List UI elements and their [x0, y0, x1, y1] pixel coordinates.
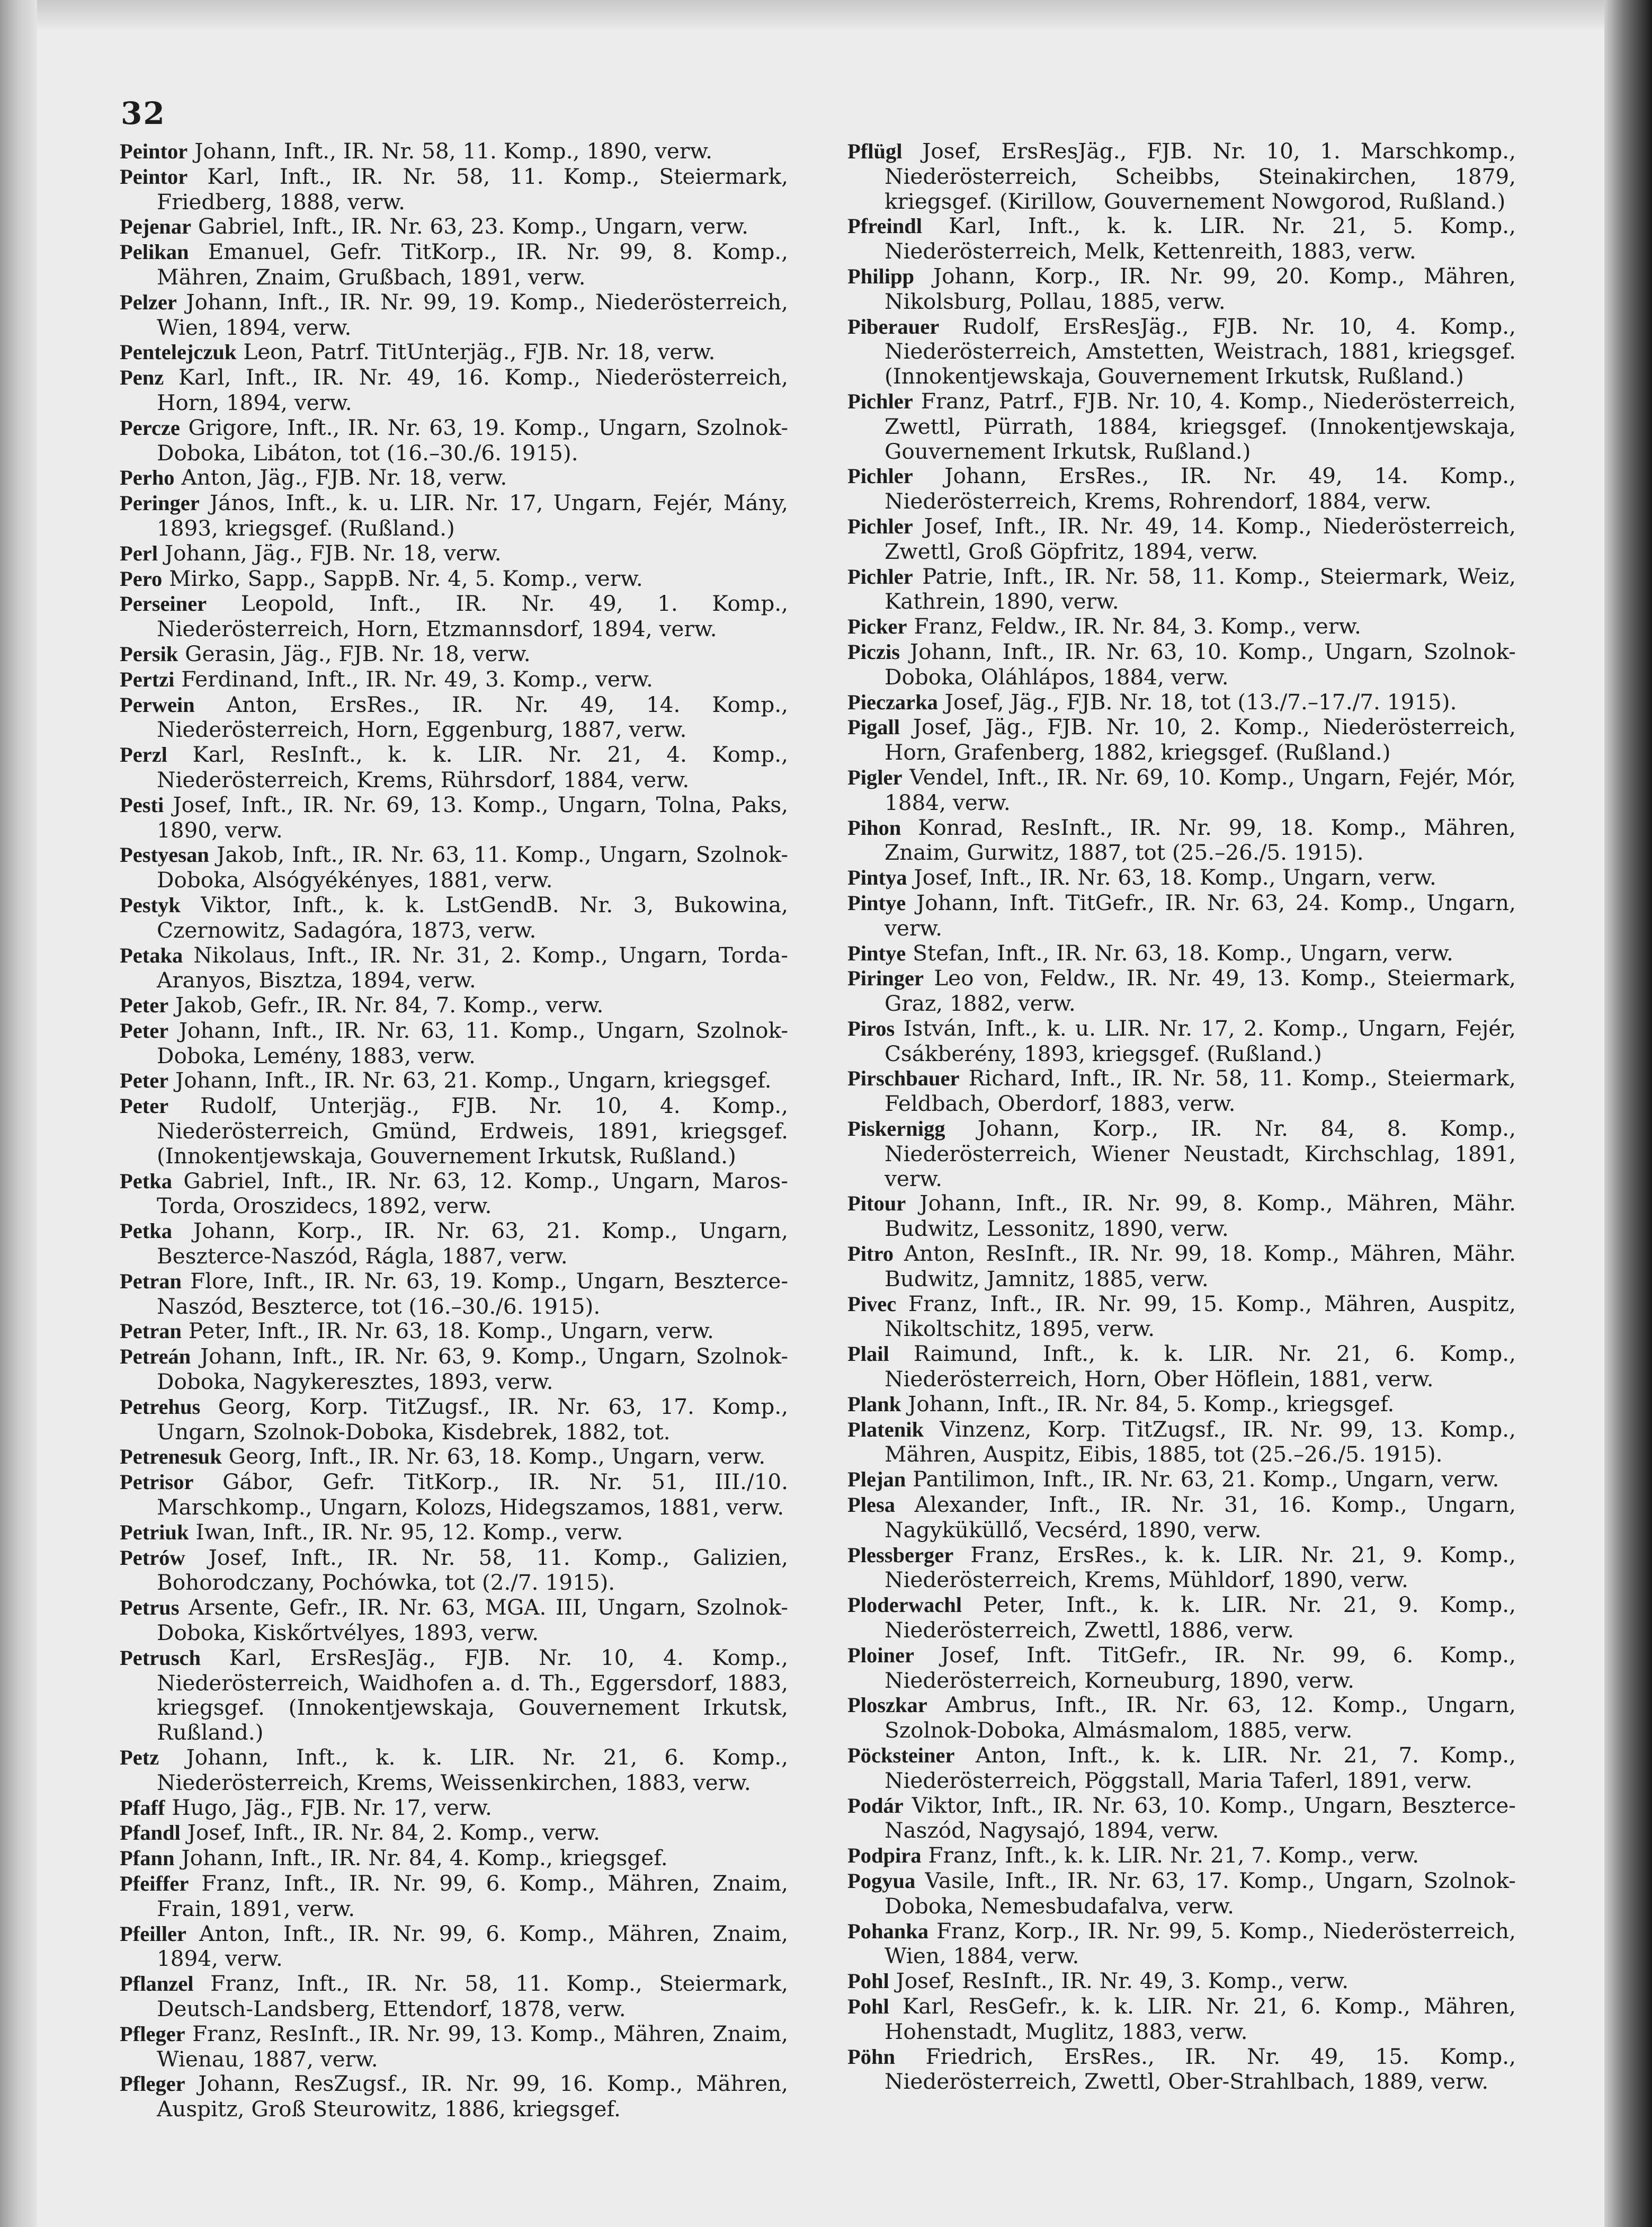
list-entry — [847, 314, 1516, 389]
entry-details: Johann, Jäg., FJB. Nr. 18, verw. — [164, 540, 502, 566]
left-column — [120, 139, 788, 2122]
entry-details: Vendel, Inft., IR. Nr. 69, 10. Komp., Ungarn, Fejér, Mór, 1884, verw. — [885, 764, 1516, 815]
entry-surname: Ploderwachl — [847, 1593, 962, 1617]
entry-details: Pantilimon, Inft., IR. Nr. 63, 21. Komp., Ungarn, verw. — [913, 1466, 1499, 1492]
entry-surname: Podár — [847, 1793, 904, 1818]
entry-details: Karl, ResInft., k. k. LIR. Nr. 21, 4. Komp., Niederösterreich, Krems, Rührsdorf, 1884, verw. — [157, 742, 788, 792]
entry-surname: Pitour — [847, 1191, 906, 1216]
entry-details: Vinzenz, Korp. TitZugsf., IR. Nr. 99, 13. Komp., Mähren, Auspitz, Eibis, 1885, tot (25.–26./5. 1915). — [885, 1416, 1516, 1467]
entry-surname: Perzl — [120, 743, 167, 767]
entry-surname: Pfeiffer — [120, 1871, 189, 1895]
list-entry — [847, 213, 1516, 264]
entry-surname: Pflanzel — [120, 1972, 194, 1996]
list-entry — [120, 1846, 788, 1871]
entry-surname: Perwein — [120, 692, 195, 717]
list-entry — [847, 1116, 1516, 1191]
list-entry — [120, 742, 788, 792]
entry-surname: Petrisor — [120, 1470, 194, 1494]
entry-surname: Pfann — [120, 1846, 175, 1870]
entry-surname: Pfeiller — [120, 1921, 186, 1946]
list-entry — [847, 1016, 1516, 1066]
list-entry — [120, 2071, 788, 2122]
entry-details: Jakob, Gefr., IR. Nr. 84, 7. Komp., verw. — [175, 992, 604, 1018]
list-entry — [120, 1218, 788, 1269]
entry-surname: Peter — [120, 1068, 169, 1093]
entry-details: Anton, Jäg., FJB. Nr. 18, verw. — [181, 465, 507, 491]
entry-details: Gábor, Gefr. TitKorp., IR. Nr. 51, III./10. Marschkomp., Ungarn, Kolozs, Hidegszamos, 1881, verw. — [157, 1469, 788, 1520]
list-entry — [120, 1745, 788, 1795]
list-entry — [120, 1520, 788, 1545]
list-entry — [847, 1467, 1516, 1492]
entry-surname: Peringer — [120, 491, 200, 515]
entry-surname: Petreán — [120, 1344, 191, 1369]
entry-surname: Plank — [847, 1392, 901, 1416]
entry-surname: Perseiner — [120, 592, 207, 616]
entry-details: Johann, Inft., IR. Nr. 63, 21. Komp., Ungarn, kriegsgef. — [175, 1067, 772, 1093]
entry-surname: Piskernigg — [847, 1117, 945, 1141]
list-entry — [847, 1492, 1516, 1543]
list-entry — [847, 1919, 1516, 1969]
entry-surname: Perl — [120, 541, 158, 565]
list-entry — [120, 415, 788, 466]
list-entry — [120, 365, 788, 415]
entry-details: Franz, Inft., IR. Nr. 99, 6. Komp., Mähren, Znaim, Frain, 1891, verw. — [157, 1870, 789, 1921]
entry-surname: Pintya — [847, 866, 907, 890]
entry-details: Mirko, Sapp., SappB. Nr. 4, 5. Komp., verw. — [169, 565, 643, 591]
list-entry — [120, 1169, 788, 1219]
entry-surname: Petz — [120, 1745, 159, 1769]
entry-details: Leon, Patrf. TitUnterjäg., FJB. Nr. 18, verw. — [243, 339, 716, 365]
entry-details: Josef, Inft., IR. Nr. 69, 13. Komp., Ungarn, Tolna, Paks, 1890, verw. — [157, 791, 788, 843]
list-entry — [120, 667, 788, 692]
entry-details: Gerasin, Jäg., FJB. Nr. 18, verw. — [185, 640, 531, 666]
list-entry — [120, 943, 788, 993]
entry-surname: Petran — [120, 1269, 182, 1293]
list-entry — [847, 815, 1516, 866]
entry-surname: Pichler — [847, 464, 913, 488]
entry-surname: Penz — [120, 366, 164, 390]
list-entry — [847, 966, 1516, 1016]
list-entry — [120, 1344, 788, 1394]
entry-details: Arsente, Gefr., IR. Nr. 63, MGA. III, Ungarn, Szolnok-Doboka, Kiskőrtvélyes, 1893, verw. — [157, 1594, 788, 1646]
list-entry — [847, 1291, 1516, 1342]
list-entry — [847, 1241, 1516, 1291]
list-entry — [120, 566, 788, 592]
entry-surname: Petaka — [120, 943, 183, 967]
entry-details: Franz, Korp., IR. Nr. 99, 5. Komp., Niederösterreich, Wien, 1884, verw. — [885, 1918, 1516, 1969]
entry-surname: Pöhn — [847, 2044, 896, 2069]
list-entry — [847, 690, 1516, 715]
list-entry — [847, 1392, 1516, 1417]
list-entry — [847, 1543, 1516, 1593]
list-entry — [847, 464, 1516, 514]
scan-left-edge — [0, 0, 37, 2227]
entry-details: Viktor, Inft., k. k. LstGendB. Nr. 3, Bukowina, Czernowitz, Sadagóra, 1873, verw. — [157, 892, 788, 943]
list-entry — [120, 139, 788, 164]
entry-details: Peter, Inft., k. k. LIR. Nr. 21, 9. Komp., Niederösterreich, Zwettl, 1886, verw. — [885, 1592, 1516, 1643]
list-entry — [120, 541, 788, 566]
entry-surname: Petrów — [120, 1545, 185, 1570]
entry-surname: Percze — [120, 415, 180, 440]
entry-details: Flore, Inft., IR. Nr. 63, 19. Komp., Ungarn, Beszterce-Naszód, Beszterce, tot (16.–30./6. 1915). — [157, 1268, 789, 1319]
entry-details: Josef, ErsResJäg., FJB. Nr. 10, 1. Marschkomp., Niederösterreich, Scheibbs, Steinakirchen, 1879, kriegsgef. (Kirillow, Gouvernement Nowgorod, Rußland.) — [885, 138, 1516, 214]
list-entry — [120, 642, 788, 667]
entry-surname: Pelikan — [120, 240, 189, 264]
entry-surname: Pitro — [847, 1242, 894, 1266]
entry-surname: Peintor — [120, 139, 188, 163]
list-entry — [847, 1417, 1516, 1467]
entry-surname: Perho — [120, 466, 175, 490]
entry-surname: Pejenar — [120, 215, 191, 239]
entry-surname: Philipp — [847, 264, 915, 288]
entry-details: Franz, Feldw., IR. Nr. 84, 3. Komp., verw. — [914, 613, 1361, 639]
entry-surname: Pentelejczuk — [120, 340, 237, 364]
entry-surname: Petka — [120, 1169, 172, 1193]
entry-surname: Peintor — [120, 164, 188, 189]
list-entry — [847, 865, 1516, 890]
entry-details: Gabriel, Inft., IR. Nr. 63, 23. Komp., Ungarn, verw. — [198, 213, 749, 239]
list-entry — [120, 792, 788, 843]
entry-details: Johann, Inft., IR. Nr. 63, 11. Komp., Ungarn, Szolnok-Doboka, Lemény, 1883, verw. — [157, 1017, 789, 1068]
entry-surname: Petrusch — [120, 1645, 201, 1670]
entry-details: Johann, Inft. TitGefr., IR. Nr. 63, 24. Komp., Ungarn, verw. — [885, 889, 1516, 941]
list-entry — [847, 1994, 1516, 2044]
entry-details: Viktor, Inft., IR. Nr. 63, 10. Komp., Ungarn, Beszterce-Naszód, Nagysajó, 1894, verw. — [885, 1792, 1516, 1843]
entry-surname: Piczis — [847, 639, 900, 664]
list-entry — [847, 564, 1516, 614]
entry-details: Josef, Inft., IR. Nr. 49, 14. Komp., Niederösterreich, Zwettl, Groß Göpfritz, 1894, verw. — [885, 513, 1516, 564]
entry-surname: Pesti — [120, 792, 164, 817]
list-entry — [120, 1921, 788, 1972]
entry-surname: Picker — [847, 614, 907, 639]
entry-details: Johann, Korp., IR. Nr. 63, 21. Komp., Ungarn, Beszterce-Naszód, Rágla, 1887, verw. — [157, 1218, 789, 1269]
list-entry — [120, 1871, 788, 1921]
entry-surname: Petka — [120, 1219, 172, 1243]
list-entry — [847, 614, 1516, 639]
entry-details: Josef, Jäg., FJB. Nr. 10, 2. Komp., Niederösterreich, Horn, Grafenberg, 1882, kriegsgef. (Rußland.) — [885, 714, 1516, 765]
entry-details: Anton, Inft., IR. Nr. 99, 6. Komp., Mähren, Znaim, 1894, verw. — [157, 1920, 789, 1972]
entry-surname: Pohl — [847, 1969, 889, 1993]
entry-surname: Pohanka — [847, 1919, 929, 1943]
entry-details: Karl, ResGefr., k. k. LIR. Nr. 21, 6. Komp., Mähren, Hohenstadt, Muglitz, 1883, verw. — [885, 1993, 1516, 2044]
list-entry — [847, 1066, 1516, 1116]
list-entry — [120, 1795, 788, 1821]
entry-details: Rudolf, Unterjäg., FJB. Nr. 10, 4. Komp., Niederösterreich, Gmünd, Erdweis, 1891, kriegsgef. (Innokentjewskaja, Gouvernement Irkutsk, Rußland.) — [157, 1093, 788, 1169]
entry-details: Anton, ResInft., IR. Nr. 99, 18. Komp., Mähren, Mähr. Budwitz, Jamnitz, 1885, verw. — [885, 1241, 1516, 1291]
entry-details: Johann, Korp., IR. Nr. 84, 8. Komp., Niederösterreich, Wiener Neustadt, Kirchschlag, 1891, verw. — [885, 1116, 1516, 1191]
list-entry — [847, 1793, 1516, 1843]
entry-surname: Ploszkar — [847, 1693, 927, 1717]
list-entry — [120, 340, 788, 365]
list-entry — [120, 893, 788, 943]
list-entry — [120, 1269, 788, 1319]
entry-surname: Pfaff — [120, 1795, 165, 1820]
entry-details: Georg, Inft., IR. Nr. 63, 18. Komp., Ungarn, verw. — [228, 1444, 766, 1469]
entry-details: Johann, Inft., IR. Nr. 63, 9. Komp., Ungarn, Szolnok-Doboka, Nagykeresztes, 1893, verw. — [157, 1343, 788, 1395]
list-entry — [120, 1595, 788, 1645]
entry-details: Nikolaus, Inft., IR. Nr. 31, 2. Komp., Ungarn, Torda-Aranyos, Bisztza, 1894, verw. — [157, 942, 788, 993]
entry-surname: Plessberger — [847, 1543, 954, 1567]
entry-details: János, Inft., k. u. LIR. Nr. 17, Ungarn, Fejér, Mány, 1893, kriegsgef. (Rußland.) — [157, 490, 788, 541]
entry-surname: Peter — [120, 1094, 169, 1118]
list-entry — [847, 765, 1516, 815]
entry-details: Iwan, Inft., IR. Nr. 95, 12. Komp., verw. — [195, 1519, 623, 1545]
entry-details: Leopold, Inft., IR. Nr. 49, 1. Komp., Niederösterreich, Horn, Etzmannsdorf, 1894, verw. — [157, 591, 789, 642]
entry-details: Johann, Inft., IR. Nr. 84, 4. Komp., kriegsgef. — [181, 1845, 668, 1871]
entry-details: Hugo, Jäg., FJB. Nr. 17, verw. — [172, 1794, 492, 1820]
entry-surname: Pfreindl — [847, 214, 922, 238]
list-entry — [120, 692, 788, 743]
list-entry — [120, 1068, 788, 1093]
entry-surname: Petrus — [120, 1596, 180, 1620]
list-entry — [120, 1394, 788, 1445]
entry-details: Konrad, ResInft., IR. Nr. 99, 18. Komp., Mähren, Znaim, Gurwitz, 1887, tot (25.–26./5. 1915). — [885, 814, 1516, 866]
entry-details: Johann, ErsRes., IR. Nr. 49, 14. Komp., Niederösterreich, Krems, Rohrendorf, 1884, verw. — [885, 463, 1516, 514]
entry-surname: Pichler — [847, 389, 913, 413]
page-number: 32 — [121, 95, 166, 131]
entry-surname: Pigler — [847, 765, 903, 789]
list-entry — [120, 2021, 788, 2072]
list-entry — [847, 2044, 1516, 2095]
entry-surname: Ploiner — [847, 1643, 914, 1667]
entry-surname: Pihon — [847, 815, 901, 840]
entry-details: Raimund, Inft., k. k. LIR. Nr. 21, 6. Komp., Niederösterreich, Horn, Ober Höflein, 1881, verw. — [885, 1341, 1516, 1392]
entry-surname: Pero — [120, 566, 163, 591]
entry-details: Franz, Inft., IR. Nr. 58, 11. Komp., Steiermark, Deutsch-Landsberg, Ettendorf, 1878, verw. — [157, 1971, 789, 2021]
entry-details: Friedrich, ErsRes., IR. Nr. 49, 15. Komp., Niederösterreich, Zwettl, Ober-Strahlbach, 1889, verw. — [885, 2043, 1516, 2095]
list-entry — [120, 842, 788, 893]
entry-surname: Pivec — [847, 1291, 897, 1316]
entry-surname: Pichler — [847, 514, 913, 538]
list-entry — [120, 164, 788, 215]
entry-surname: Petrehus — [120, 1394, 201, 1419]
entry-details: Karl, Inft., IR. Nr. 58, 11. Komp., Steiermark, Friedberg, 1888, verw. — [157, 163, 788, 215]
list-entry — [847, 890, 1516, 941]
entry-details: Rudolf, ErsResJäg., FJB. Nr. 10, 4. Komp., Niederösterreich, Amstetten, Weistrach, 1881, kriegsgef. (Innokentjewskaja, Gouvernement Irkutsk, Rußland.) — [885, 313, 1516, 389]
entry-details: Josef, Inft. TitGefr., IR. Nr. 99, 6. Komp., Niederösterreich, Korneuburg, 1890, verw. — [885, 1642, 1516, 1693]
list-entry — [120, 465, 788, 491]
entry-surname: Piros — [847, 1016, 895, 1040]
entry-details: Johann, Inft., IR. Nr. 84, 5. Komp., kriegsgef. — [908, 1391, 1395, 1417]
list-entry — [847, 1592, 1516, 1643]
entry-details: Johann, Korp., IR. Nr. 99, 20. Komp., Mähren, Nikolsburg, Pollau, 1885, verw. — [885, 263, 1516, 314]
list-entry — [120, 591, 788, 642]
entry-details: Ferdinand, Inft., IR. Nr. 49, 3. Komp., verw. — [181, 666, 653, 692]
entry-surname: Pertzi — [120, 667, 175, 691]
entry-details: Vasile, Inft., IR. Nr. 63, 17. Komp., Ungarn, Szolnok-Doboka, Nemesbudafalva, verw. — [885, 1867, 1516, 1919]
list-entry — [120, 1545, 788, 1596]
list-entry — [120, 993, 788, 1018]
list-entry — [120, 1018, 788, 1068]
entry-surname: Piberauer — [847, 314, 940, 338]
entry-details: Peter, Inft., IR. Nr. 63, 18. Komp., Ungarn, verw. — [188, 1318, 714, 1344]
entry-surname: Podpira — [847, 1843, 922, 1868]
entry-surname: Peter — [120, 993, 169, 1018]
entry-details: Johann, Inft., IR. Nr. 58, 11. Komp., 1890, verw. — [194, 138, 712, 164]
entry-surname: Pogyua — [847, 1868, 916, 1893]
entry-details: Jakob, Inft., IR. Nr. 63, 11. Komp., Ungarn, Szolnok-Doboka, Alsógyékényes, 1881, verw. — [157, 842, 789, 893]
entry-details: Franz, Patrf., FJB. Nr. 10, 4. Komp., Niederösterreich, Zwettl, Pürrath, 1884, kriegsgef. (Innokentjewskaja, Gouvernement Irkutsk, Rußland.) — [885, 388, 1516, 464]
list-entry — [847, 1743, 1516, 1793]
entry-details: Johann, Inft., IR. Nr. 63, 10. Komp., Ungarn, Szolnok-Doboka, Oláhlápos, 1884, verw. — [885, 638, 1516, 690]
entry-details: Franz, ResInft., IR. Nr. 99, 13. Komp., Mähren, Znaim, Wienau, 1887, verw. — [157, 2020, 788, 2072]
entry-details: Anton, ErsRes., IR. Nr. 49, 14. Komp., Niederösterreich, Horn, Eggenburg, 1887, verw. — [157, 691, 788, 743]
entry-details: Josef, Jäg., FJB. Nr. 18, tot (13./7.–17./7. 1915). — [944, 689, 1457, 715]
entry-details: Anton, Inft., k. k. LIR. Nr. 21, 7. Komp., Niederösterreich, Pöggstall, Maria Taferl, 1891, verw. — [885, 1742, 1516, 1793]
entry-details: Franz, Inft., k. k. LIR. Nr. 21, 7. Komp., verw. — [928, 1842, 1419, 1868]
entry-surname: Pichler — [847, 564, 913, 589]
entry-surname: Pestyesan — [120, 843, 209, 867]
entry-surname: Petrenesuk — [120, 1445, 222, 1469]
entry-surname: Pestyk — [120, 893, 181, 917]
list-entry — [120, 1645, 788, 1745]
entry-details: Alexander, Inft., IR. Nr. 31, 16. Komp., Ungarn, Nagyküküllő, Vecsérd, 1890, verw. — [885, 1492, 1516, 1543]
list-entry — [847, 139, 1516, 213]
entry-details: Grigore, Inft., IR. Nr. 63, 19. Komp., Ungarn, Szolnok-Doboka, Libáton, tot (16.–30./6. 1915). — [157, 414, 788, 466]
entry-details: Franz, Inft., IR. Nr. 99, 15. Komp., Mähren, Auspitz, Nikoltschitz, 1895, verw. — [885, 1290, 1516, 1342]
entry-details: Karl, Inft., IR. Nr. 49, 16. Komp., Niederösterreich, Horn, 1894, verw. — [157, 364, 789, 415]
entry-details: Josef, Inft., IR. Nr. 84, 2. Komp., verw. — [187, 1820, 600, 1846]
entry-surname: Persik — [120, 642, 178, 666]
list-entry — [120, 1469, 788, 1520]
entry-surname: Plejan — [847, 1467, 906, 1492]
list-entry — [847, 941, 1516, 966]
entry-details: Emanuel, Gefr. TitKorp., IR. Nr. 99, 8. Komp., Mähren, Znaim, Grußbach, 1891, verw. — [157, 239, 788, 290]
list-entry — [120, 214, 788, 239]
entry-details: Josef, Inft., IR. Nr. 58, 11. Komp., Galizien, Bohorodczany, Pochówka, tot (2./7. 1915). — [157, 1544, 789, 1596]
entry-surname: Pflügl — [847, 139, 903, 163]
entry-details: Karl, ErsResJäg., FJB. Nr. 10, 4. Komp., Niederösterreich, Waidhofen a. d. Th., Eggersdorf, 1883, kriegsgef. (Innokentjewskaja, Gouvernement Irkutsk, Rußland.) — [157, 1644, 788, 1745]
entry-surname: Pintye — [847, 941, 906, 965]
scan-right-edge — [1604, 0, 1652, 2227]
entry-surname: Plail — [847, 1342, 889, 1366]
list-entry — [120, 1971, 788, 2021]
entry-surname: Pfandl — [120, 1821, 181, 1845]
entry-surname: Pöcksteiner — [847, 1743, 955, 1767]
list-entry — [847, 514, 1516, 564]
entry-surname: Pintye — [847, 890, 906, 915]
entry-details: István, Inft., k. u. LIR. Nr. 17, 2. Komp., Ungarn, Fejér, Csákberény, 1893, kriegsgef. (Rußland.) — [885, 1015, 1516, 1066]
entry-details: Johann, Inft., IR. Nr. 99, 19. Komp., Niederösterreich, Wien, 1894, verw. — [157, 289, 789, 340]
entry-details: Johann, ResZugsf., IR. Nr. 99, 16. Komp., Mähren, Auspitz, Groß Steurowitz, 1886, kriegsgef. — [157, 2071, 788, 2122]
list-entry — [847, 1643, 1516, 1693]
list-entry — [120, 1093, 788, 1168]
list-entry — [847, 264, 1516, 314]
list-entry — [120, 1444, 788, 1469]
entry-details: Leo von, Feldw., IR. Nr. 49, 13. Komp., Steiermark, Graz, 1882, verw. — [885, 965, 1516, 1017]
entry-details: Josef, ResInft., IR. Nr. 49, 3. Komp., verw. — [896, 1968, 1349, 1994]
list-entry — [120, 239, 788, 290]
list-entry — [120, 491, 788, 541]
list-entry — [847, 1968, 1516, 1994]
entry-surname: Pirschbauer — [847, 1066, 960, 1091]
list-entry — [847, 1191, 1516, 1241]
list-entry — [847, 1341, 1516, 1392]
entry-details: Franz, ErsRes., k. k. LIR. Nr. 21, 9. Komp., Niederösterreich, Krems, Mühldorf, 1890, verw. — [885, 1542, 1516, 1593]
entry-surname: Pfleger — [120, 2021, 185, 2046]
list-entry — [847, 1692, 1516, 1743]
entry-details: Gabriel, Inft., IR. Nr. 63, 12. Komp., Ungarn, Maros-Torda, Oroszidecs, 1892, verw. — [157, 1168, 788, 1219]
entry-surname: Plesa — [847, 1493, 895, 1517]
entry-details: Karl, Inft., k. k. LIR. Nr. 21, 5. Komp., Niederösterreich, Melk, Kettenreith, 1883, verw. — [885, 213, 1516, 264]
right-column — [847, 139, 1516, 2094]
list-entry — [847, 715, 1516, 765]
entry-surname: Peter — [120, 1018, 169, 1043]
list-entry — [847, 1868, 1516, 1919]
list-entry — [120, 290, 788, 340]
entry-details: Richard, Inft., IR. Nr. 58, 11. Komp., Steiermark, Feldbach, Oberdorf, 1883, verw. — [885, 1065, 1516, 1117]
list-entry — [847, 1843, 1516, 1868]
entry-details: Stefan, Inft., IR. Nr. 63, 18. Komp., Ungarn, verw. — [913, 940, 1453, 966]
entry-surname: Petriuk — [120, 1520, 189, 1544]
list-entry — [847, 639, 1516, 690]
entry-surname: Piringer — [847, 966, 924, 991]
entry-surname: Pigall — [847, 715, 900, 740]
list-entry — [120, 1319, 788, 1344]
entry-surname: Pieczarka — [847, 690, 938, 714]
entry-details: Ambrus, Inft., IR. Nr. 63, 12. Komp., Ungarn, Szolnok-Doboka, Almásmalom, 1885, verw. — [885, 1692, 1516, 1743]
list-entry — [120, 1820, 788, 1846]
entry-details: Josef, Inft., IR. Nr. 63, 18. Komp., Ungarn, verw. — [914, 865, 1436, 890]
entry-details: Patrie, Inft., IR. Nr. 58, 11. Komp., Steiermark, Weiz, Kathrein, 1890, verw. — [885, 563, 1516, 614]
entry-surname: Pohl — [847, 1994, 889, 2018]
entry-details: Johann, Inft., IR. Nr. 99, 8. Komp., Mähren, Mähr. Budwitz, Lessonitz, 1890, verw. — [885, 1190, 1516, 1242]
entry-surname: Pfleger — [120, 2072, 185, 2096]
entry-surname: Pelzer — [120, 290, 177, 314]
scan-top-shadow — [0, 0, 1652, 32]
entry-details: Georg, Korp. TitZugsf., IR. Nr. 63, 17. Komp., Ungarn, Szolnok-Doboka, Kisdebrek, 1882, tot. — [157, 1393, 788, 1445]
entry-surname: Platenik — [847, 1417, 924, 1441]
entry-details: Johann, Inft., k. k. LIR. Nr. 21, 6. Komp., Niederösterreich, Krems, Weissenkirchen, 1883, verw. — [157, 1744, 789, 1795]
entry-surname: Petran — [120, 1319, 182, 1343]
list-entry — [847, 389, 1516, 464]
